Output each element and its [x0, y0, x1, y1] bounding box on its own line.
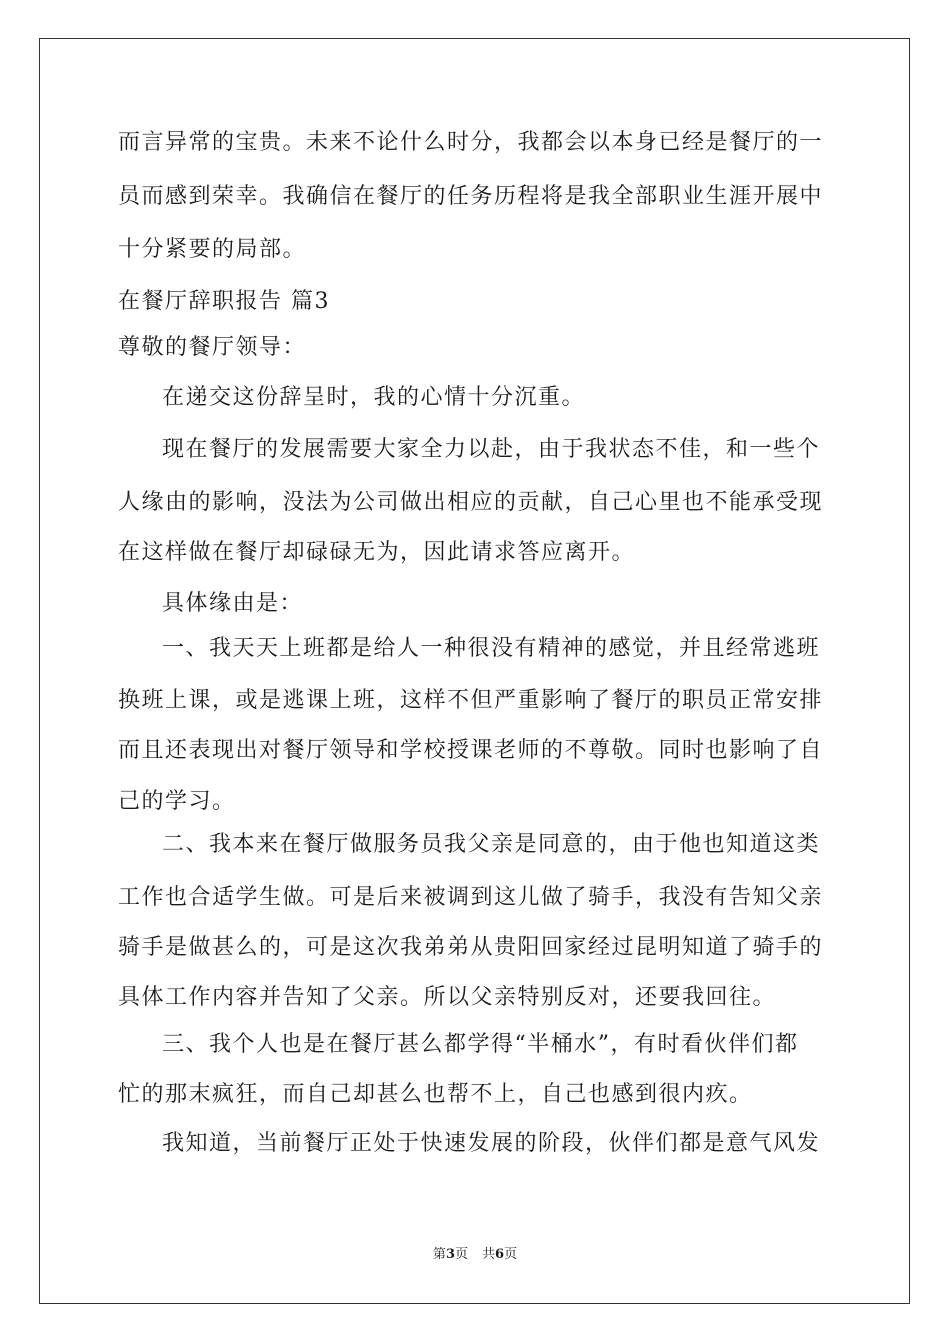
- page-border: [39, 38, 910, 1304]
- paragraph-line: 三、我个人也是在餐厅甚么都学得“半桶水”，有时看伙伴们都: [162, 1032, 799, 1057]
- paragraph-line: 二、我本来在餐厅做服务员我父亲是同意的，由于他也知道这类: [162, 832, 821, 857]
- total-pages-suffix: 页: [504, 1247, 518, 1262]
- body-line: 而且还表现出对餐厅领导和学校授课老师的不尊敬。同时也影响了自: [118, 738, 824, 763]
- paragraph-line: 在递交这份辞呈时，我的心情十分沉重。: [162, 385, 586, 410]
- body-line: 己的学习。: [118, 789, 236, 814]
- current-page-number: 3: [445, 1247, 455, 1262]
- body-line: 工作也合适学生做。可是后来被调到这儿做了骑手，我没有告知父亲: [118, 885, 824, 910]
- body-line: 具体工作内容并告知了父亲。所以父亲特别反对，还要我回往。: [118, 985, 777, 1010]
- page-number-suffix: 页: [454, 1247, 468, 1262]
- total-pages-prefix: 共: [482, 1247, 496, 1262]
- body-line: 十分紧要的局部。: [118, 237, 307, 262]
- paragraph-line: 现在餐厅的发展需要大家全力以赴，由于我状态不佳，和一些个: [162, 437, 821, 462]
- page-footer: [0, 1247, 950, 1263]
- body-line: 骑手是做甚么的，可是这次我弟弟从贵阳回家经过昆明知道了骑手的: [118, 935, 824, 960]
- total-pages-number: 6: [495, 1247, 505, 1262]
- paragraph-line: 具体缘由是：: [162, 591, 304, 616]
- salutation: 尊敬的餐厅领导：: [118, 335, 307, 360]
- paragraph-line: 一、我天天上班都是给人一种很没有精神的感觉，并且经常逃班: [162, 636, 821, 661]
- body-line: 而言异常的宝贵。未来不论什么时分，我都会以本身已经是餐厅的一: [118, 130, 824, 155]
- body-line: 在这样做在餐厅却碌碌无为，因此请求答应离开。: [118, 540, 636, 565]
- body-line: 换班上课，或是逃课上班，这样不但严重影响了餐厅的职员正常安排: [118, 688, 824, 713]
- paragraph-line: 我知道，当前餐厅正处于快速发展的阶段，伙伴们都是意气风发: [162, 1131, 821, 1156]
- section-heading: 在餐厅辞职报告 篇3: [118, 289, 330, 314]
- body-line: 人缘由的影响，没法为公司做出相应的贡献，自己心里也不能承受现: [118, 490, 824, 515]
- body-line: 忙的那末疯狂，而自己却甚么也帮不上，自己也感到很内疚。: [118, 1082, 753, 1107]
- page-number-prefix: 第: [432, 1247, 446, 1262]
- body-line: 员而感到荣幸。我确信在餐厅的任务历程将是我全部职业生涯开展中: [118, 184, 824, 209]
